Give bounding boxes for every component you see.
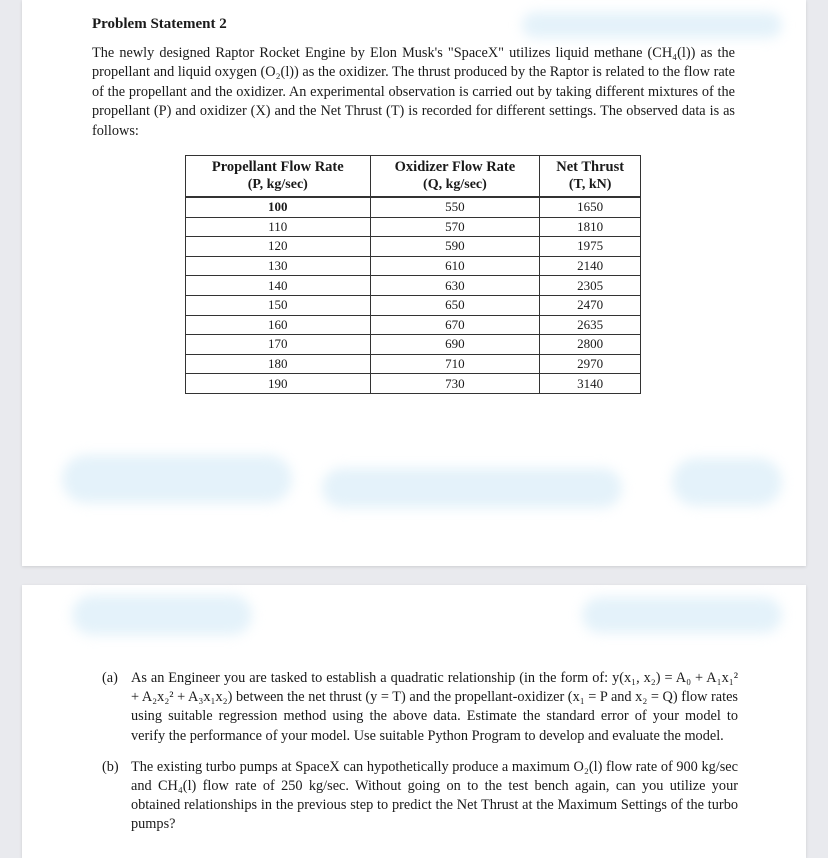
- cell-propellant: 170: [186, 335, 371, 355]
- document-page-2: [22, 585, 806, 858]
- cell-propellant: 120: [186, 237, 371, 257]
- table-row: [186, 374, 641, 394]
- table-row: [186, 315, 641, 335]
- cell-thrust: 2140: [540, 256, 641, 276]
- document-page-1: [22, 0, 806, 566]
- cell-oxidizer: 630: [370, 276, 540, 296]
- redaction-blur: [522, 12, 782, 38]
- cell-oxidizer: 650: [370, 295, 540, 315]
- cell-propellant: 160: [186, 315, 371, 335]
- table-row: [186, 217, 641, 237]
- column-unit: (Q, kg/sec): [423, 177, 487, 192]
- question-text: As an Engineer you are tasked to establish a quadratic relationship (in the form of: y(x₁, x₂) = A₀ + A₁x₁² + A₂x₂² + A₃x₁x₂) between the net thrust (y = T) and the propellant-oxidizer (x₁ = P and x₂ = Q) flow rates using suitable regression method using the above data. Estimate the standard error of your model to verify the performance of your model. Use suitable Python Program to develop and evaluate the model.: [131, 670, 738, 744]
- cell-propellant: 140: [186, 276, 371, 296]
- cell-oxidizer: 610: [370, 256, 540, 276]
- redaction-blur: [582, 597, 782, 633]
- data-table: [185, 155, 641, 394]
- question-text: The existing turbo pumps at SpaceX can hypothetically produce a maximum O₂(l) flow rate of 900 kg/sec and CH₄(l) flow rate of 250 kg/sec. Without going on to the test bench again, can you utilize your obtained relationships in the previous step to predict the Net Thrust at the Maximum Settings of the turbo pumps?: [131, 758, 738, 833]
- question-label: (b): [102, 758, 119, 775]
- cell-oxidizer: 690: [370, 335, 540, 355]
- table-row: [186, 237, 641, 257]
- cell-oxidizer: 590: [370, 237, 540, 257]
- column-unit: (T, kN): [568, 177, 612, 192]
- problem-description: The newly designed Raptor Rocket Engine by Elon Musk's "SpaceX" utilizes liquid methane (CH₄(l)) as the propellant and liquid oxygen (O₂(l)) as the oxidizer. The thrust produced by the Raptor is related to the flow rate of the propellant and the oxidizer. An experimental observation is carried out by taking different mixtures of the propellant (P) and oxidizer (X) and the Net Thrust (T) is recorded for different settings. The observed data is as follows:: [92, 45, 735, 139]
- redaction-blur: [72, 595, 252, 635]
- cell-oxidizer: 570: [370, 217, 540, 237]
- cell-oxidizer: 670: [370, 315, 540, 335]
- column-header-thrust: [540, 156, 641, 198]
- cell-propellant: 100: [186, 197, 371, 217]
- table-row: [186, 295, 641, 315]
- cell-thrust: 1810: [540, 217, 641, 237]
- column-header-oxidizer: [370, 156, 540, 198]
- cell-thrust: 2970: [540, 354, 641, 374]
- column-label: Propellant Flow Rate: [211, 159, 344, 175]
- redaction-blur: [322, 468, 622, 508]
- cell-thrust: 2800: [540, 335, 641, 355]
- table-row: [186, 197, 641, 217]
- cell-thrust: 1650: [540, 197, 641, 217]
- cell-thrust: 3140: [540, 374, 641, 394]
- cell-oxidizer: 550: [370, 197, 540, 217]
- cell-thrust: 2635: [540, 315, 641, 335]
- table-header-row: [186, 156, 641, 198]
- cell-propellant: 190: [186, 374, 371, 394]
- cell-propellant: 130: [186, 256, 371, 276]
- column-header-propellant: [186, 156, 371, 198]
- question-part-b: [102, 758, 738, 835]
- column-label: Net Thrust: [556, 159, 625, 175]
- problem-title: Problem Statement 2: [92, 16, 227, 32]
- cell-thrust: 2305: [540, 276, 641, 296]
- table-row: [186, 354, 641, 374]
- cell-oxidizer: 730: [370, 374, 540, 394]
- question-list: [102, 669, 738, 847]
- question-label: (a): [102, 670, 118, 686]
- question-part-a: [102, 669, 738, 746]
- table-row: [186, 335, 641, 355]
- cell-thrust: 2470: [540, 295, 641, 315]
- redaction-blur: [672, 458, 782, 506]
- cell-thrust: 1975: [540, 237, 641, 257]
- table-row: [186, 256, 641, 276]
- cell-propellant: 180: [186, 354, 371, 374]
- table-row: [186, 276, 641, 296]
- cell-propellant: 110: [186, 217, 371, 237]
- cell-propellant: 150: [186, 295, 371, 315]
- column-unit: (P, kg/sec): [247, 177, 308, 192]
- redaction-blur: [62, 455, 292, 503]
- column-label: Oxidizer Flow Rate: [394, 159, 516, 175]
- cell-oxidizer: 710: [370, 354, 540, 374]
